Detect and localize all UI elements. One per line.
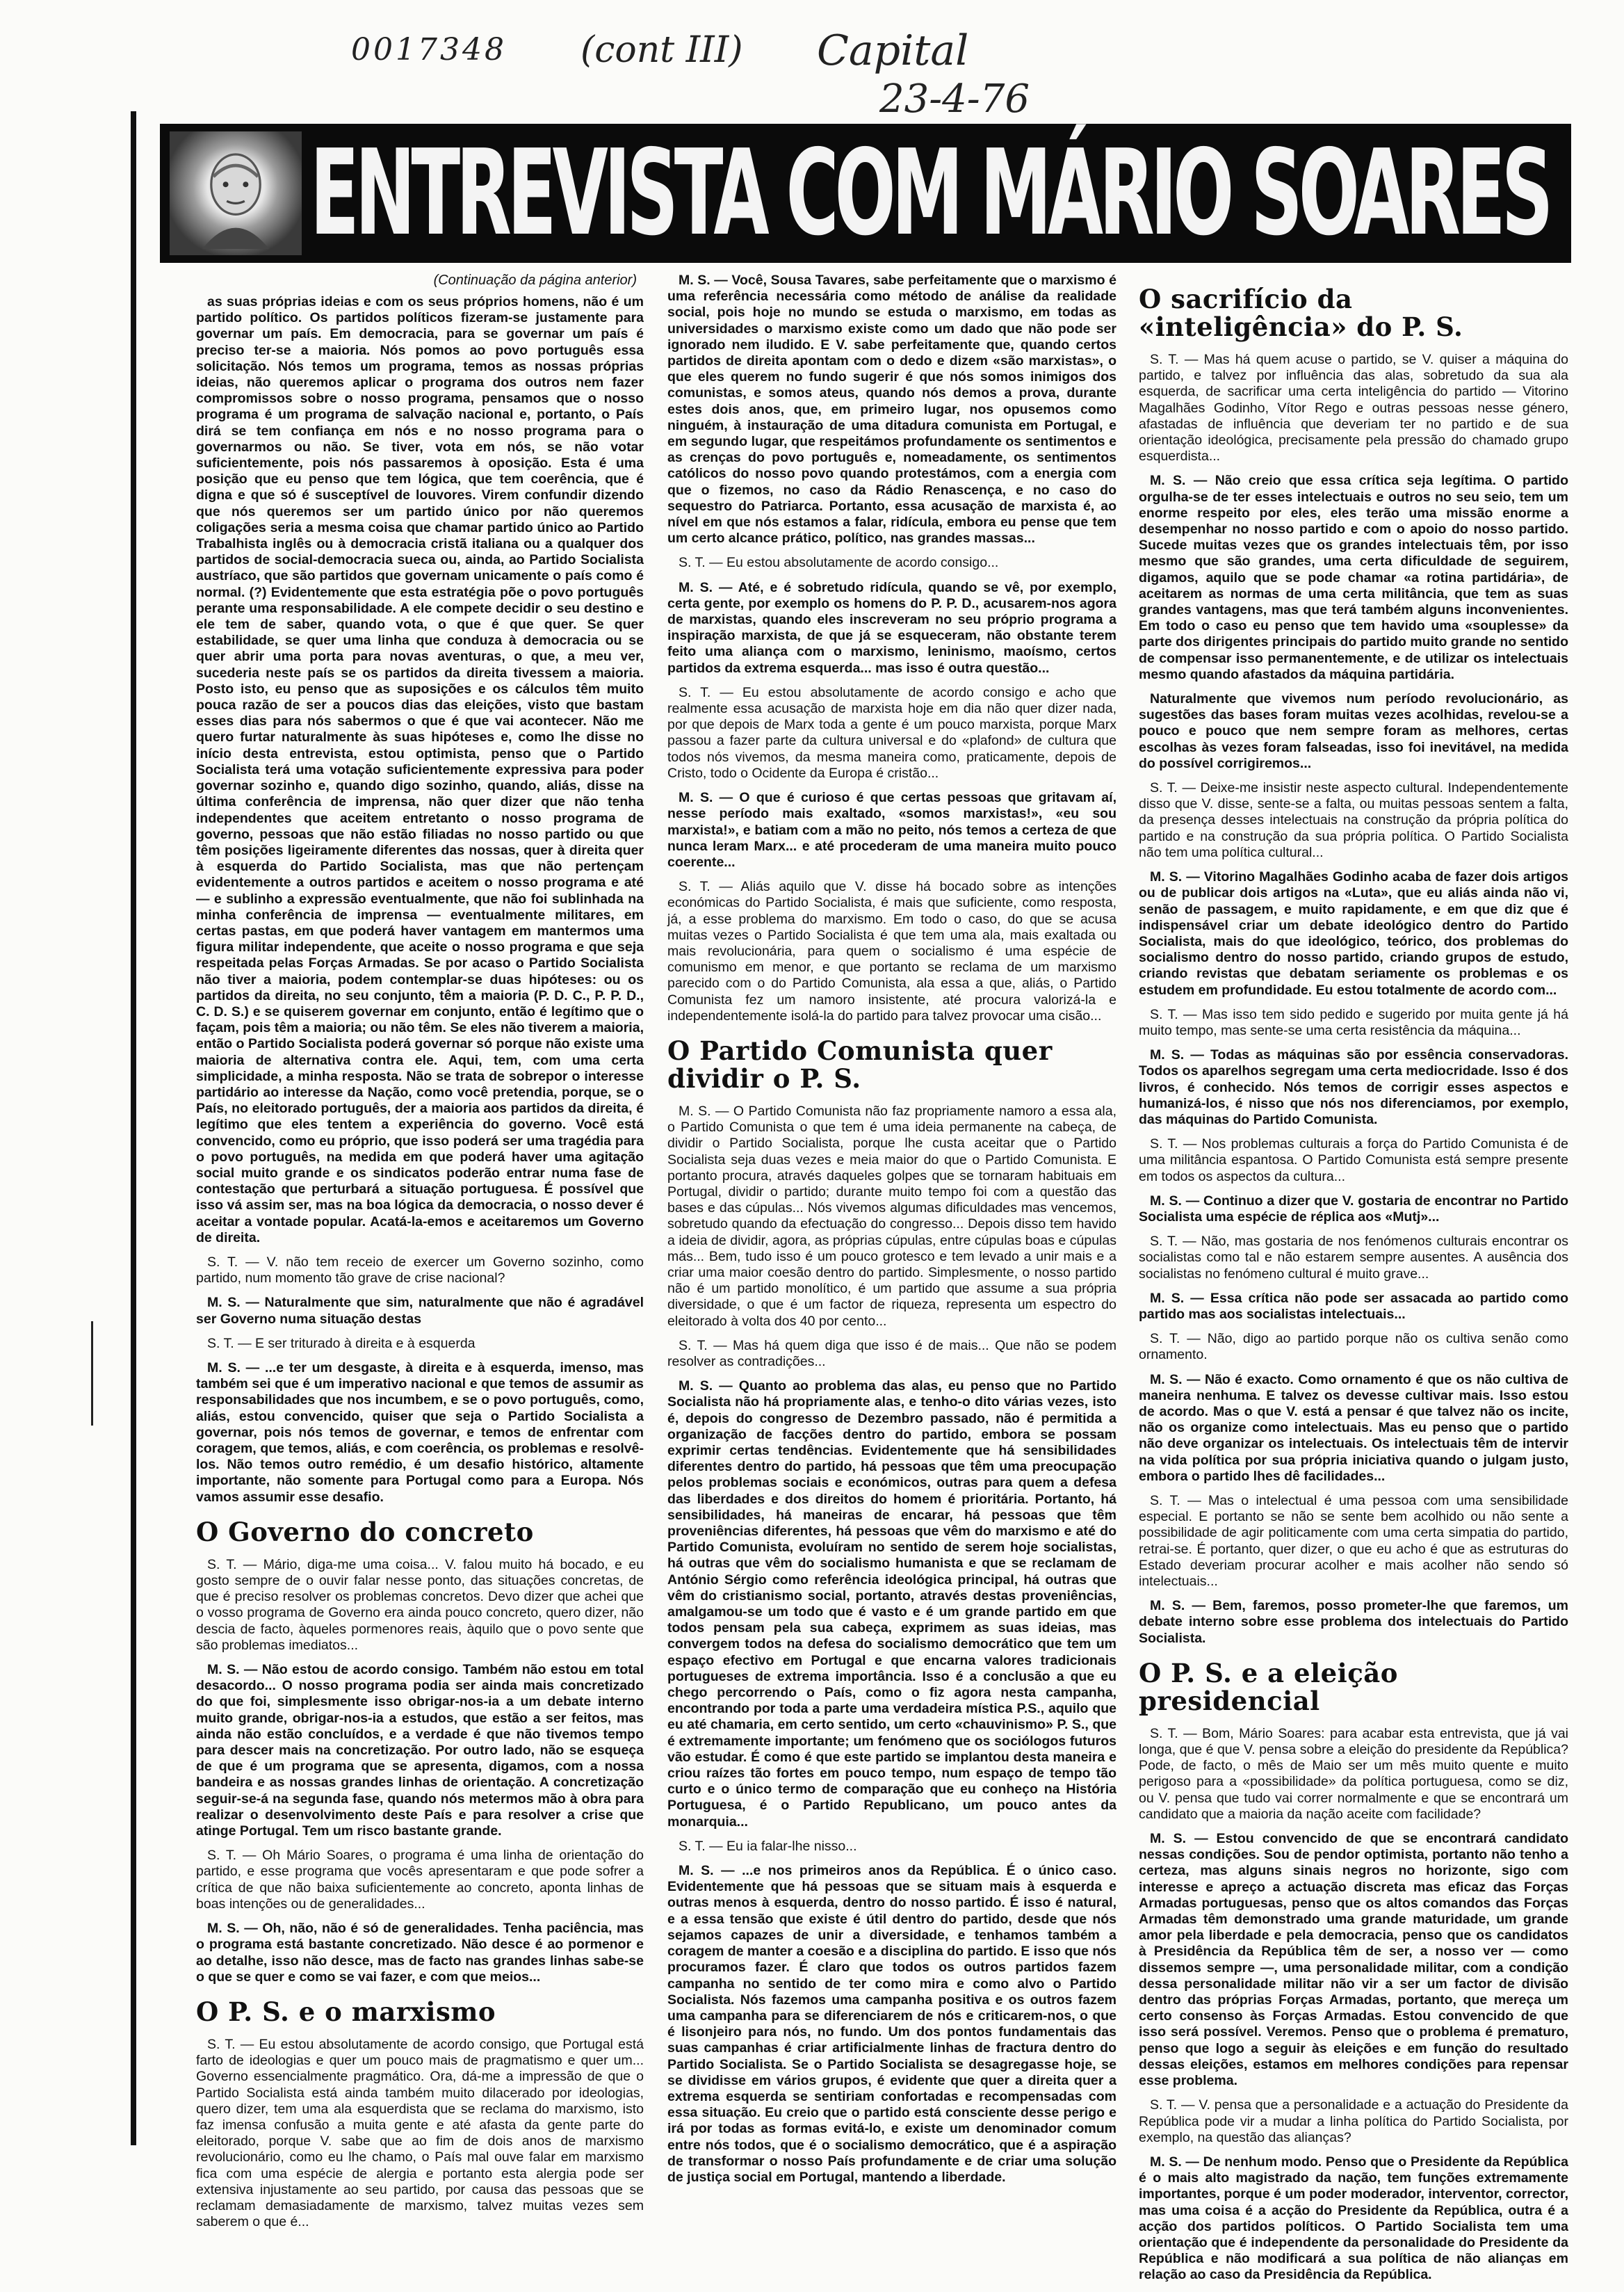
section-heading: O Partido Comunista quer dividir o P. S. <box>667 1035 1053 1094</box>
article-paragraph: M. S. — ...e ter um desgaste, à direita e à esquerda, imenso, mas também sei que é um imperativo nacional e que temos de assumir as responsabilidades que nos incumbem, e se o povo português, como, aliás, estou convencido, quiser que seja o Partido Socialista a governar, pois nós temos de governar, e temos de enfrentar com coragem, que temos, aliás, e com coerência, os problemas e resolvê-los. Não temos outro remédio, é um desafio histórico, altamente importante, não somente para Portugal como para a Europa. Nós vamos assumir esse desafio. <box>196 1360 644 1505</box>
article-paragraph: M. S. — Não estou de acordo consigo. Também não estou em total desacordo... O nosso programa podia ser ainda mais concretizado do que foi, simplesmente isso obrigar-nos-ia a um debate interno muito grande, obrigar-nos-ia a estudos, que estão a ser feitos, mas ainda não estão concluídos, e a verdade é que não tivemos tempo para descer mais na concretização. Por outro lado, não se esqueça de que é um programa que se apresenta, digamos, com a nossa bandeira e as nossas grandes linhas de orientação. A concretização seguir-se-á na segunda fase, quando nós metermos mão à obra para realizar o desenvolvimento deste País e para resolver a crise que atinge Portugal. Tem um risco bastante grande. <box>196 1662 644 1839</box>
article-paragraph: M. S. — Estou convencido de que se encontrará candidato nessas condições. Sou de pendor optimista, portanto não tenho a certeza, mas alguns sinais negros no horizonte, sigo com interesse e apreço a actuação discreta mas eficaz das Forças Armadas portuguesas, penso que os altos comandos das Forças Armadas têm demonstrado uma grande maturidade, um grande amor pela liberdade e pela democracia, penso que os candidatos à Presidência da República têm de ser, a nosso ver — como dissemos sempre —, uma personalidade militar, com a condição dessa personalidade militar não vir a ser um factor de divisão dentro das próprias Forças Armadas, portanto, que mereça um certo consenso às Forças Armadas. Estou convencido de que isso será possível. Veremos. Penso que o problema é prematuro, penso que logo a seguir às eleições e em função do resultado dessas eleições, estamos em melhores condições para repensar esse problema. <box>1139 1831 1568 2089</box>
headline: ENTREVISTA COM MÁRIO SOARES <box>310 124 1550 262</box>
portrait-photo <box>170 131 302 255</box>
handwritten-continuation-note: (cont III) <box>580 29 743 71</box>
article-paragraph: M. S. — Todas as máquinas são por essência conservadoras. Todos os aparelhos segregam uma certa mediocridade. Isso é dos livros, é conhecido. Nós temos de corrigir esses aspectos e humanizá-los, é nisso que nós nos diferenciamos, por exemplo, das máquinas do Partido Comunista. <box>1139 1047 1568 1127</box>
article-paragraph: S. T. — Mas há quem diga que isso é de mais... Que não se podem resolver as contradições... <box>667 1337 1116 1369</box>
article-paragraph: S. T. — Aliás aquilo que V. disse há bocado sobre as intenções económicas do Partido Socialista, é mais que suficiente, como resposta, já, a esse problema do marxismo. Em todo o caso, do que se acusa muitas vezes o Partido Socialista é que tem uma ala, mais exaltada ou mais revolucionária, para quem o socialismo é uma espécie de comunismo em menor, e que portanto se reclama de um marxismo parecido com o do Partido Comunista, ala essa a que, aliás, o Partido Comunista fez um namoro insistente, até procura valorizá-la e independentemente isolá-la do partido para talvez provocar uma cisão... <box>667 879 1116 1024</box>
article-paragraph: M. S. — Você, Sousa Tavares, sabe perfeitamente que o marxismo é uma referência necessária como método de análise da realidade social, pois hoje no mundo se estuda o marxismo, em todas as universidades o marxismo existe como um dado que não pode ser ignorado nem iludido. E V. sabe perfeitamente que, quando certos partidos de direita apontam com o dedo e dizem «são marxistas», o que eles querem no fundo sugerir é que nós somos inimigos dos comunistas, e somos ateus, quando nós demos a prova, durante estes dois anos, que, em primeiro lugar, nos opusemos como ninguém, à instauração de uma ditadura comunista em Portugal, e em segundo lugar, que respeitámos profundamente os sentimentos e as crenças do povo português e, nomeadamente, os sentimentos católicos do nosso povo quando protestámos, com a energia com que o fizemos, no caso da Rádio Renascença, e no caso do sequestro do Patriarca. Portanto, essa acusação de marxista é, ao nível em que nós estamos a falar, ridícula, embora eu pense que tem um certo alcance prático, político, nas grandes massas... <box>667 273 1116 547</box>
margin-pen-mark <box>91 1321 93 1426</box>
person-portrait-icon <box>180 138 291 249</box>
article-column-3 <box>1139 273 1568 2283</box>
article-column-1 <box>196 273 644 2230</box>
handwritten-date: 23-4-76 <box>879 76 1030 122</box>
section-heading: O P. S. e o marxismo <box>196 1996 496 2027</box>
handwritten-publication-note <box>817 26 1030 124</box>
article-paragraph: S. T. — Mas isso tem sido pedido e sugerido por muita gente já há muito tempo, mas sente-se uma certa resistência da máquina... <box>1139 1006 1568 1038</box>
article-paragraph: as suas próprias ideias e com os seus próprios homens, não é um partido político. Os partidos políticos fizeram-se justamente para governar um país. Em democracia, para se governar um país é preciso ter-se a maioria. Nós pomos ao povo português essa solicitação. Nós temos um programa, temos as nossas próprias ideias, não queremos aplicar o programa dos outros nem fazer compromissos sobre o nosso programa, pensamos que o nosso programa é um programa de salvação nacional e, portanto, o País dirá se tem confiança em nós e no nosso programa para o governarmos ou não. Se tiver, vota em nós, se não votar suficientemente, pois nós passaremos à oposição. Esta é uma posição que eu penso que tem lógica, que tem coerência, que é digna e que só é susceptível de louvores. Virem confundir dizendo que nós queremos ser um partido único por não queremos coligações seria a mesma coisa que chamar partido único ao Partido Trabalhista inglês ou à democracia cristã italiana ou a qualquer dos partidos de social-democracia sueca ou, ainda, ao Partido Socialista austríaco, que são partidos que governam unicamente o país como é normal. (?) Evidentemente que esta estratégia põe o povo português perante uma responsabilidade. A ele compete decidir o seu destino e ele tem de saber, quando vota, o que é que quer. Se quer estabilidade, se quer uma linha que conduza à democracia ou se quer abrir uma porta para novas aventuras, o que, a meu ver, sucederia neste país se os partidos da direita tivessem a maioria. Posto isto, eu penso que as suposições e os cálculos têm muito pouca razão de ser a poucos dias das eleições, visto que bastam esses dias para nós sabermos o que é que vai acontecer. Não me quero furtar naturalmente às suas hipóteses e, como lhe disse no início desta entrevista, estou optimista, penso que o Partido Socialista terá uma votação suficientemente expressiva para poder governar sozinho e, quando digo sozinho, quando, aliás, disse na última conferência de imprensa, não quer dizer que não tenha independentes que aceitem entretanto o nosso programa de governo, pessoas que não estão filiadas no nosso partido ou que têm posições ligeiramente diferentes das nossas, quer à direita quer à esquerda do Partido Socialista, mas que não pertençam evidentemente a outros partidos e aceitem o nosso programa e até — e sublinho a expressão eventualmente, que não foi sublinhada na minha conferência de imprensa — eventualmente militares, em certas pastas, em que poderá haver vantagem em mantermos uma figura militar independente, que aceite o nosso programa e que seja respeitada pelas Forças Armadas. Se por acaso o Partido Socialista não tiver a maioria, podem contemplar-se duas hipóteses: ou os partidos da direita, no seu conjunto, têm a maioria (P. D. C., P. P. D., C. D. S.) e se quiserem governar em conjunto, então é legítimo que o façam, pois têm a maioria; ou não têm. Se eles não tiverem a maioria, então o Partido Socialista poderá governar só porque não existe uma maioria de alternativa contra ele. Aqui, tem, com uma certa simplicidade, a minha resposta. Não se trata de sobrepor o interesse partidário ao interesse da Nação, como você pretendia, porque, se o País, no eleitorado português, der a maioria aos partidos da direita, é legítimo que eles tentem a experiência do governo. Você está convencido, como eu próprio, que isso poderá ser uma tragédia para o povo português, na medida em que poderá haver uma agitação social muito grande e os sindicatos poderão entrar numa fase de contestação que perturbará a situação portuguesa. É possível que isso vá assim ser, mas na boa lógica da democracia, o nosso dever é aceitar a vontade popular. Acatá-la-emos e aceitaremos um Governo de direita. <box>196 294 644 1245</box>
article-paragraph: S. T. — Eu estou absolutamente de acordo consigo e acho que realmente essa acusação de marxista hoje em dia não quer dizer nada, por que depois de Marx toda a gente é um pouco marxista, porque Marx passou a fazer parte da cultura universal e do «plafond» de cultura que todos nós vivemos, da mesma maneira como, praticamente, depois de Cristo, todo o Ocidente da Europa é cristão... <box>667 684 1116 781</box>
article-paragraph: S. T. — Não, mas gostaria de nos fenómenos culturais encontrar os socialistas como tal e não estarem sempre ausentes. A ausência dos socialistas no fenómeno cultural é muito grave... <box>1139 1234 1568 1282</box>
article-paragraph: M. S. — O Partido Comunista não faz propriamente namoro a essa ala, o Partido Comunista o que tem é uma ideia permanente na cabeça, de dividir o Partido Socialista, porque lhe custa aceitar que o Partido Socialista seja duas vezes e meia maior do que o Partido Comunista. E portanto procura, através daqueles golpes que se tornaram habituais em Portugal, dividir o partido; durante muito tempo foi com a questão das bases e das cúpulas... Nós vivemos algumas dificuldades mas vencemos, sobretudo quando da efectuação do congresso... Depois disso tem havido a ideia de dividir, agora, as próprias cúpulas, entre cúpulas boas e cúpulas más... Bem, tudo isso é um pouco grotesco e tem levado a unir mais e a criar uma maior coesão dentro do partido. Simplesmente, o nosso partido não é um partido monolítico, é um partido que assume a sua própria diversidade, o que é um factor de riqueza, representa um espectro do eleitorado à volta dos 40 por cento... <box>667 1103 1116 1329</box>
article-paragraph: S. T. — Eu estou absolutamente de acordo consigo, que Portugal está farto de ideologias e quer um pouco mais de pragmatismo e quer um... Governo essencialmente pragmático. Ora, dá-me a impressão de que o Partido Socialista está ainda também muito dilacerado por ideologias, quero dizer, tem uma ala esquerdista que se reclama do marxismo, isto faz imensa confusão a muita gente e até afasta da gente parte do eleitorado, porque V. sabe que ao fim de dois anos de marxismo revolucionário, como eu lhe chamo, o País mal ouve falar em marxismo fica com uma espécie de alergia e portanto esta alergia pode ser extensiva injustamente ao seu partido, por causa das pessoas que se reclamam demasiadamente de marxismo, talvez muitas vezes sem saberem o que é... <box>196 2036 644 2230</box>
article-paragraph: M. S. — Naturalmente que sim, naturalmente que não é agradável ser Governo numa situação destas <box>196 1295 644 1327</box>
handwritten-archive-number: 0017348 <box>351 32 507 67</box>
headline-banner <box>160 124 1571 263</box>
article-paragraph: M. S. — ...e nos primeiros anos da República. É o único caso. Evidentemente que há pessoas que se situam mais à esquerda e outras menos à esquerda, dentro do nosso partido. É isso é natural, e a essa tensão que existe é útil dentro do partido, desde que nós sejamos capazes de unir a diversidade, e tenhamos também a coragem de manter a coesão e a disciplina do partido. E isso que nós procuramos fazer. É claro que todos os outros partidos fazem campanha no sentido de ter como mira e como alvo o Partido Socialista. Nós fazemos uma campanha positiva e os outros fazem uma campanha para se diferenciarem de nós e criticarem-nos, o que é lisonjeiro para nós, no fundo. Um dos pontos fundamentais das suas campanhas é criar artificialmente linhas de fractura dentro do Partido Socialista. Se o Partido Socialista se desagregasse hoje, se se dividisse em vários grupos, é evidente que quer a direita quer a extrema esquerda se sentiriam confortadas e recompensadas com essa situação. Eu creio que o partido está consciente desse perigo e irá por todas as formas evitá-lo, e existe um denominador comum entre nós todos, que é o socialismo democrático, que é a aspiração de transformar o nosso País profundamente e de criar uma solução de justiça social em Portugal, mantendo a liberdade. <box>667 1863 1116 2185</box>
section-heading: O Governo do concreto <box>196 1516 534 1547</box>
article-paragraph: S. T. — Eu estou absolutamente de acordo consigo... <box>679 555 999 571</box>
section-heading: O sacrifício da «inteligência» do P. S. <box>1139 284 1463 342</box>
article-paragraph: S. T. — Mas o intelectual é uma pessoa com uma sensibilidade especial. E portanto se não se sente bem acolhido ou não sente a possibilidade de agir politicamente com uma certa simpatia do partido, retrai-se. É portanto, quer dizer, o que eu acho é que as estruturas do Estado deveriam procurar acolher e mais acolher não sendo só intelectuais... <box>1139 1493 1568 1590</box>
article-paragraph: M. S. — O que é curioso é que certas pessoas que gritavam aí, nesse período mais exaltado, «somos marxistas!», «eu sou marxista!», e batiam com a mão no peito, nós temos a certeza de que nunca leram Marx... e até procederam de uma maneira muito pouco coerente... <box>667 790 1116 870</box>
article-paragraph: S. T. — Não, digo ao partido porque não os cultiva senão como ornamento. <box>1139 1331 1568 1363</box>
left-margin-rule <box>131 111 136 2145</box>
section-heading: O P. S. e a eleição presidencial <box>1139 1657 1398 1716</box>
article-paragraph: M. S. — Continuo a dizer que V. gostaria de encontrar no Partido Socialista uma espécie de réplica aos «Mutj»... <box>1139 1193 1568 1225</box>
article-paragraph: M. S. — Até, e é sobretudo ridícula, quando se vê, por exemplo, certa gente, por exemplo os homens do P. P. D., acusarem-nos agora de marxistas, quando eles inscreveram no seu próprio programa a inspiração marxista, de que já se esqueceram, não obstante terem feito uma aliança com o marxismo, leninismo, maoísmo, certos partidos da extrema esquerda... mas isso é outra questão... <box>667 579 1116 676</box>
article-paragraph: S. T. — V. pensa que a personalidade e a actuação do Presidente da República pode vir a mudar a linha política do Partido Socialista, por exemplo, na questão das alianças? <box>1139 2097 1568 2145</box>
article-paragraph: S. T. — Mário, diga-me uma coisa... V. falou muito há bocado, e eu gosto sempre de o ouvir falar nesse ponto, das situações concretas, de que é preciso resolver os problemas concretos. Devo dizer que achei que o vosso programa de Governo era ainda pouco concreto, quero dizer, não descia de facto, àqueles pormenores reais, àquilo que o povo sente que são problemas imediatos... <box>196 1556 644 1653</box>
article-paragraph: S. T. — Bom, Mário Soares: para acabar esta entrevista, que já vai longa, que é que V. pensa sobre a eleição do presidente da República? Pode, de facto, o mês de Maio ser um mês muito quente e muito perigoso para a «possibilidade» da política portuguesa, como se diz, ou V. pensa que tudo vai correr normalmente e que se encontrará um candidato que a maioria da nação aceite com facilidade? <box>1139 1725 1568 1822</box>
article-paragraph: S. T. — Deixe-me insistir neste aspecto cultural. Independentemente disso que V. disse, sente-se a falta, ou muitas pessoas sentem a falta, da presença desses intelectuais na construção da própria política do partido e na construção da sua própria política. O Partido Socialista não tem uma política cultural... <box>1139 780 1568 860</box>
handwritten-publication: Capital <box>817 26 969 75</box>
article-paragraph: M. S. — Não é exacto. Como ornamento é que os não cultiva de maneira nenhuma. E talvez os devesse cultivar mais. Isso estou de acordo. Mas o que V. está a pensar é que talvez não os incite, não os organize como intelectuais. Mas eu penso que o partido não deve organizar os intelectuais. Os intelectuais têm de intervir na vida política por sua própria iniciativa quando o julgam justo, embora o partido lhes dê facilidades... <box>1139 1371 1568 1484</box>
article-paragraph: M. S. — Não creio que essa crítica seja legítima. O partido orgulha-se de ter esses intelectuais e outros no seu seio, tem um enorme respeito por eles, eles terão uma missão enorme a desempenhar no nosso partido e com o apoio do nosso partido. Sucede muitas vezes que os grandes intelectuais têm, por isso mesmo que são grandes, uma certa dificuldade de seguirem, digamos, aquilo que se pode chamar «a rotina partidária», de aceitarem as normas de uma certa militância, que tem as suas grandes vantagens, mas que terá também alguns inconvenientes. Em todo o caso eu penso que tem havido uma «souplesse» da parte dos dirigentes principais do partido muito grande no sentido de compensar isso permanentemente, e de utilizar os intelectuais mesmo quando afastados da máquina partidária. <box>1139 473 1568 682</box>
article-paragraph: S. T. — Oh Mário Soares, o programa é uma linha de orientação do partido, e esse programa que vocês apresentaram e que pode sofrer a crítica de que não baixa suficientemente ao concreto, aponta linhas de boas intenções ou de generalidades... <box>196 1848 644 1912</box>
article-paragraph: M. S. — Vitorino Magalhães Godinho acaba de fazer dois artigos ou de publicar dois artigos na «Luta», que eu aliás ainda não vi, senão de passagem, e muito rapidamente, e em que diz que é indispensável criar um debate ideológico dentro do Partido Socialista, mais do que ideológico, teórico, dos problemas do socialismo dentro do nosso partido, criando grupos de estudo, criando revistas que debatam seriamente os problemas e os estudem em profundidade. Eu estou totalmente de acordo com... <box>1139 869 1568 998</box>
article-paragraph: S. T. — Nos problemas culturais a força do Partido Comunista é de uma militância espantosa. O Partido Comunista está sempre presente em todos os aspectos da cultura... <box>1139 1136 1568 1184</box>
article-paragraph: M. S. — Oh, não, não é só de generalidades. Tenha paciência, mas o programa está bastante concretizado. Não desce é ao pormenor e ao detalhe, isso não desce, mas de facto nas grandes linhas sabe-se o que se quer e como se vai fazer, e com que meios... <box>196 1921 644 1985</box>
article-paragraph: S. T. — E ser triturado à direita e à esquerda <box>207 1335 476 1351</box>
article-paragraph: M. S. — De nenhum modo. Penso que o Presidente da República é o mais alto magistrado da nação, tem funções extremamente importantes, porque é um poder moderador, interventor, corrector, mas uma coisa é a acção do Presidente da República, outra é a acção dos partidos políticos. O Partido Socialista tem uma orientação que é independente da personalidade do Presidente da República e não modificará a sua política de não alianças em relação ao caso da Presidência da República. <box>1139 2154 1568 2283</box>
article-paragraph: M. S. — Bem, faremos, posso prometer-lhe que faremos, um debate interno sobre esse problema dos intelectuais do Partido Socialista. <box>1139 1598 1568 1646</box>
article-paragraph: M. S. — Quanto ao problema das alas, eu penso que no Partido Socialista não há propriamente alas, e tenho-o dito várias vezes, isto é, depois do congresso de Dezembro passado, não é permitida a organização de facções dentro do partido, embora se possam exprimir certas tendências. Evidentemente que há sensibilidades diferentes dentro do partido, há pessoas que têm uma preocupação pelos problemas sociais e económicos, outras para quem a defesa das liberdades e dos direitos do homem é prioritária. Portanto, há sensibilidades, há maneiras de encarar, há pessoas que têm proveniências diferentes, há pessoas que vêm do marxismo e até do Partido Comunista, evoluíram no sentido de serem hoje socialistas, há outras que vêm do socialismo humanista e que se reclamam de António Sérgio como referência ideológica principal, há outras que vêm do cristianismo social, portanto, através destas proveniências, amalgamou-se um todo que é vasto e é um grande partido em que todos pensam pela sua cabeça, exprimem as suas ideias, mas convergem todos na defesa do socialismo democrático que tem um espaço efectivo em Portugal e que encarna valores tradicionais portugueses de extrema importância. Isso é a conclusão a que eu chego percorrendo o País, como o fiz agora nesta campanha, encontrando por toda a parte uma verdadeira mística P.S., aquilo que eu até chamaria, em certo sentido, um certo «chauvinismo» P. S., que é extremamente importante; um fenómeno que os sociólogos futuros vão estudar. É como é que este partido se implantou desta maneira e criou raízes tão fortes em pouco tempo, num espaço de tempo tão curto e o único termo de comparação que eu conheço na História Portuguesa, é o Partido Republicano, um pouco antes da monarquia... <box>667 1378 1116 1830</box>
article-paragraph: M. S. — Essa crítica não pode ser assacada ao partido como partido mas aos socialistas intelectuais... <box>1139 1290 1568 1322</box>
continuation-note: (Continuação da página anterior) <box>433 273 637 288</box>
article-column-2 <box>667 273 1116 2185</box>
article-paragraph: S. T. — V. não tem receio de exercer um Governo sozinho, como partido, num momento tão grave de crise nacional? <box>196 1254 644 1286</box>
article-paragraph: S. T. — Mas há quem acuse o partido, se V. quiser a máquina do partido, e talvez por influência das alas, sobretudo da sua ala esquerda, de sacrificar uma certa inteligência do partido — Vitorino Magalhães Godinho, Vítor Rego e outras pessoas nesse género, afastadas de influência que deveriam ter no partido e de sua orientação ideológica, precisamente pela pressão do chamado grupo esquerdista... <box>1139 352 1568 465</box>
article-paragraph: S. T. — Eu ia falar-lhe nisso... <box>679 1838 857 1854</box>
article-paragraph: Naturalmente que vivemos num período revolucionário, as sugestões das bases foram muitas vezes acolhidas, revelou-se a pouco e pouco que nem sempre foram as melhores, certas escolhas às vezes foram falseadas, isso foi inevitável, na medida do possível corrigiremos... <box>1139 691 1568 771</box>
